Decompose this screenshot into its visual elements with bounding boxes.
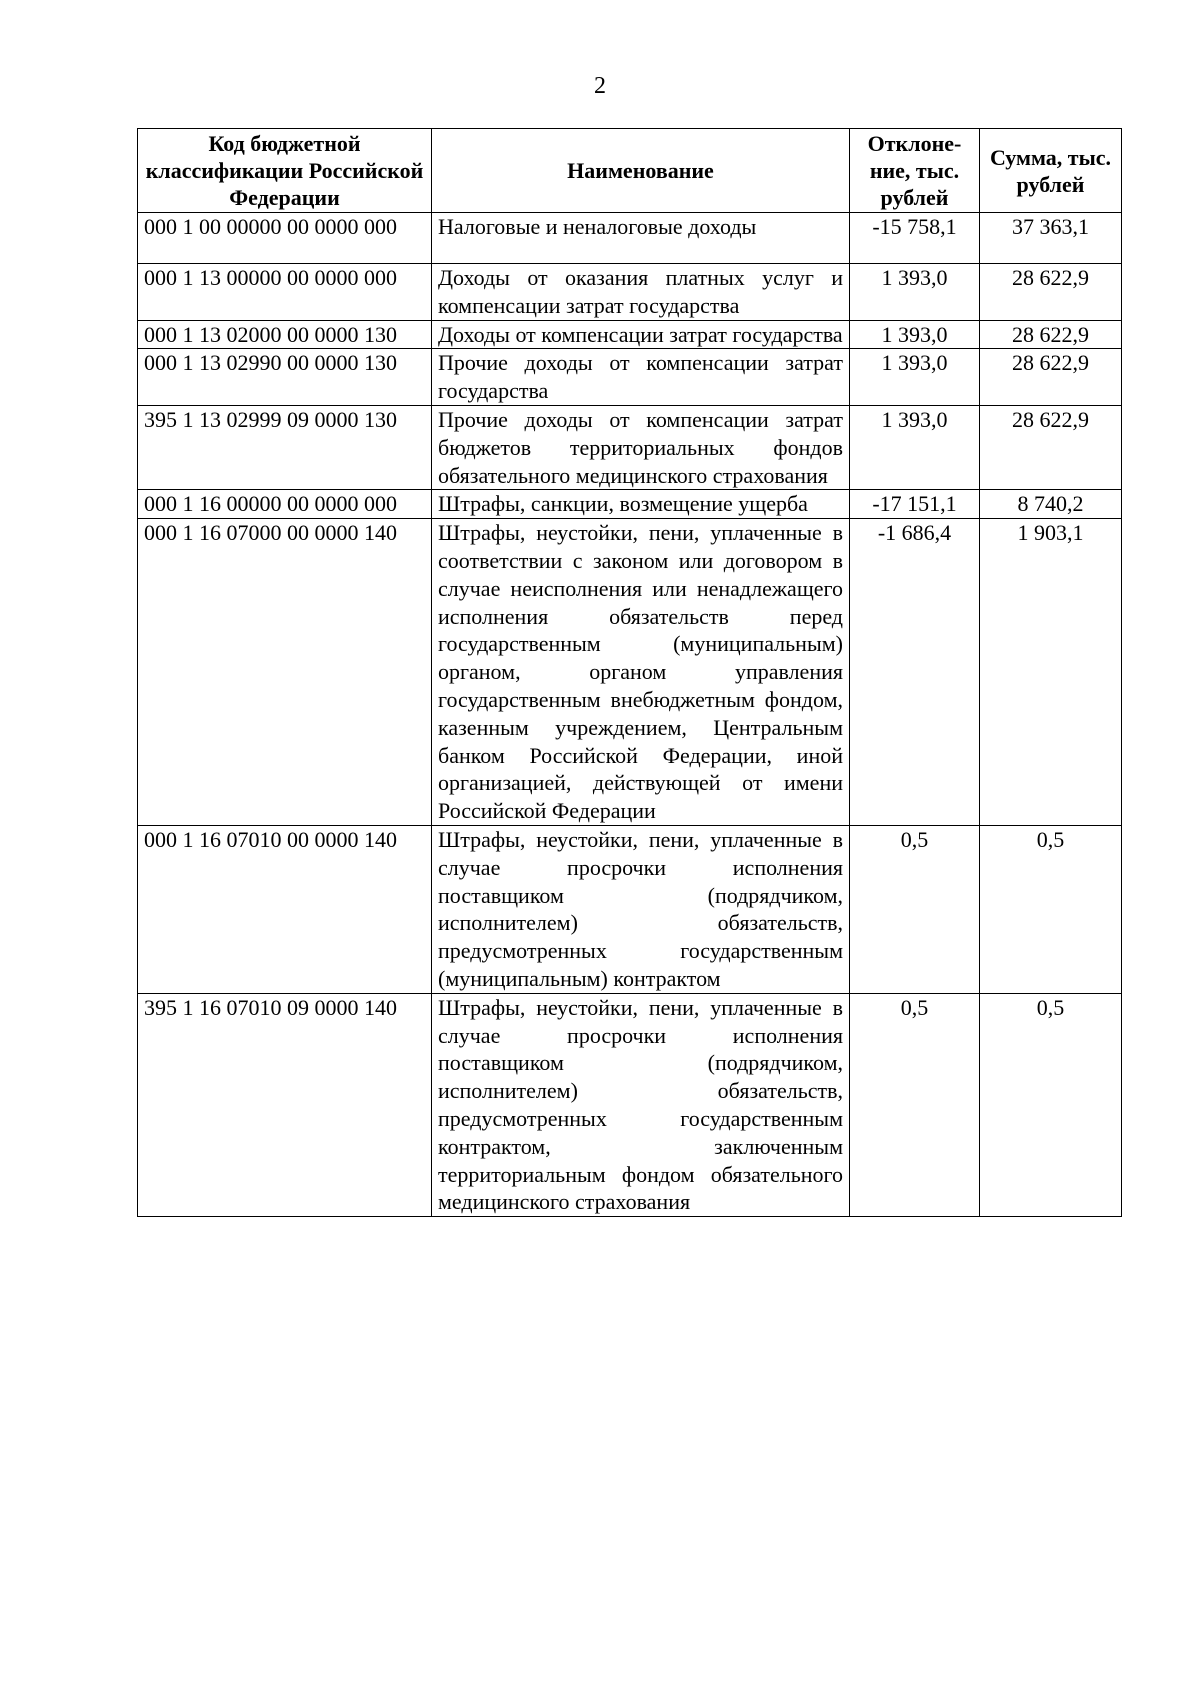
- row-deviation: 1 393,0: [850, 405, 980, 489]
- row-deviation: 1 393,0: [850, 264, 980, 321]
- table-row: [138, 490, 1122, 519]
- row-deviation: 0,5: [850, 825, 980, 993]
- table-row: [138, 405, 1122, 489]
- row-code: 000 1 16 07010 00 0000 140: [138, 825, 432, 993]
- row-code: 000 1 13 00000 00 0000 000: [138, 264, 432, 321]
- header-sum: Сумма, тыс. рублей: [980, 129, 1122, 213]
- header-code: Код бюджетной классификации Российской Федерации: [138, 129, 432, 213]
- row-code: 000 1 13 02990 00 0000 130: [138, 349, 432, 406]
- table-row: [138, 825, 1122, 993]
- row-sum: 37 363,1: [980, 213, 1122, 264]
- page-number: 2: [594, 73, 606, 99]
- row-name: Штрафы, неустойки, пени, уплаченные в соответствии с законом или договором в случае неисполнения или ненадлежащего исполнения обязательств перед государственным (муниципальным) органом, органом управления государственным внебюджетным фондом, казенным учреждением, Центральным банком Российской Федерации, иной организацией, действующей от имени Российской Федерации: [432, 519, 850, 826]
- table-row: [138, 264, 1122, 321]
- table-row: [138, 349, 1122, 406]
- row-code: 000 1 00 00000 00 0000 000: [138, 213, 432, 264]
- row-name: Штрафы, неустойки, пени, уплаченные в случае просрочки исполнения поставщиком (подрядчиком, исполнителем) обязательств, предусмотренных государственным контрактом, заключенным территориальным фондом обязательного медицинского страхования: [432, 993, 850, 1216]
- row-deviation: -1 686,4: [850, 519, 980, 826]
- table-row: [138, 993, 1122, 1216]
- row-name: Прочие доходы от компенсации затрат государства: [432, 349, 850, 406]
- budget-classification-table: [137, 128, 1122, 1217]
- row-name: Штрафы, неустойки, пени, уплаченные в случае просрочки исполнения поставщиком (подрядчиком, исполнителем) обязательств, предусмотренных государственным (муниципальным) контрактом: [432, 825, 850, 993]
- row-sum: 0,5: [980, 993, 1122, 1216]
- row-deviation: -15 758,1: [850, 213, 980, 264]
- header-deviation: Отклоне-ние, тыс. рублей: [850, 129, 980, 213]
- header-name: Наименование: [432, 129, 850, 213]
- row-name: Налоговые и неналоговые доходы: [432, 213, 850, 264]
- table-row: [138, 320, 1122, 349]
- row-deviation: 0,5: [850, 993, 980, 1216]
- row-code: 000 1 16 00000 00 0000 000: [138, 490, 432, 519]
- row-sum: 28 622,9: [980, 349, 1122, 406]
- row-sum: 1 903,1: [980, 519, 1122, 826]
- row-deviation: -17 151,1: [850, 490, 980, 519]
- row-deviation: 1 393,0: [850, 320, 980, 349]
- row-deviation: 1 393,0: [850, 349, 980, 406]
- table-header-row: [138, 129, 1122, 213]
- row-sum: 0,5: [980, 825, 1122, 993]
- row-code: 000 1 16 07000 00 0000 140: [138, 519, 432, 826]
- row-name: Прочие доходы от компенсации затрат бюджетов территориальных фондов обязательного медицинского страхования: [432, 405, 850, 489]
- row-code: 395 1 13 02999 09 0000 130: [138, 405, 432, 489]
- row-name: Доходы от оказания платных услуг и компенсации затрат государства: [432, 264, 850, 321]
- table-row: [138, 213, 1122, 264]
- row-sum: 28 622,9: [980, 264, 1122, 321]
- row-sum: 28 622,9: [980, 320, 1122, 349]
- row-sum: 8 740,2: [980, 490, 1122, 519]
- table-row: [138, 519, 1122, 826]
- row-name: Штрафы, санкции, возмещение ущерба: [432, 490, 850, 519]
- row-sum: 28 622,9: [980, 405, 1122, 489]
- row-code: 395 1 16 07010 09 0000 140: [138, 993, 432, 1216]
- row-code: 000 1 13 02000 00 0000 130: [138, 320, 432, 349]
- row-name: Доходы от компенсации затрат государства: [432, 320, 850, 349]
